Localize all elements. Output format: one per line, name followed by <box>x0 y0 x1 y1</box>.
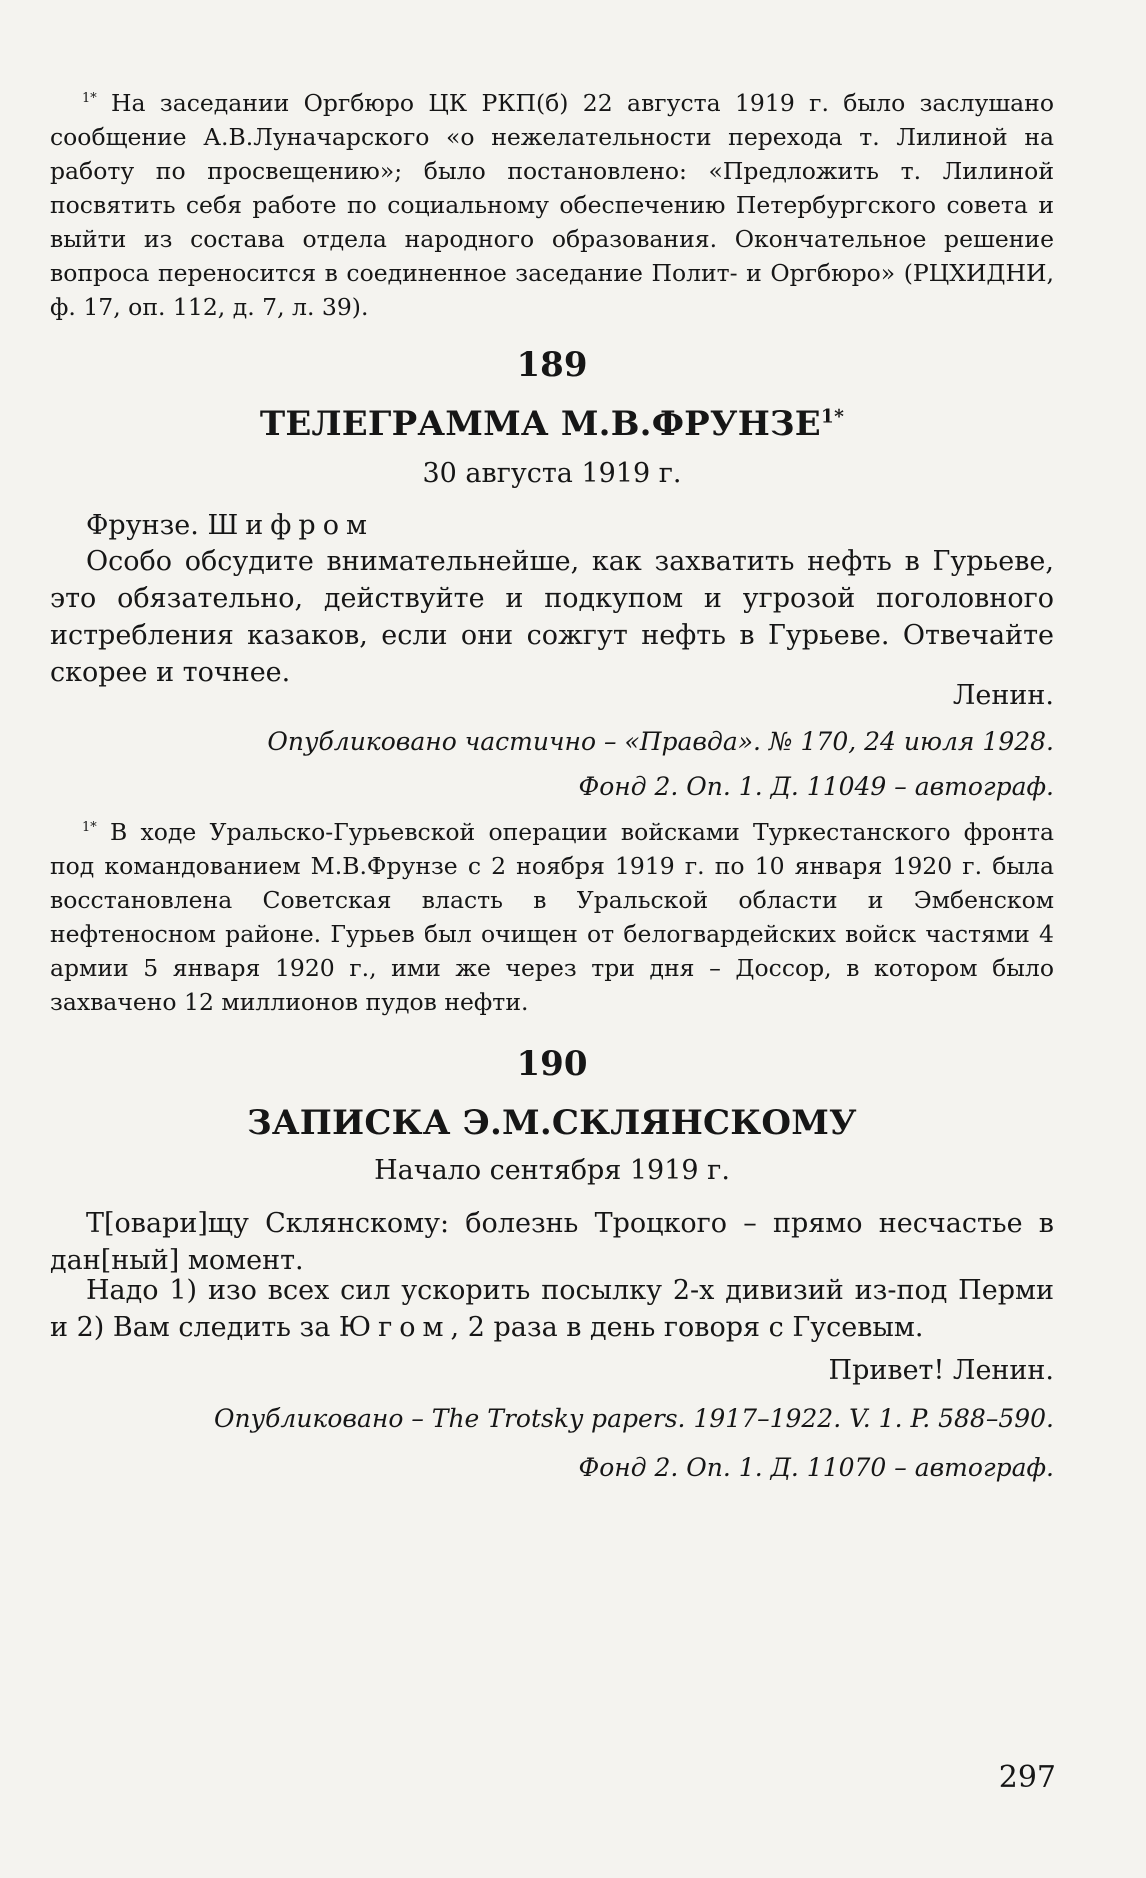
page-number: 297 <box>998 1760 1056 1795</box>
footnote-189 <box>50 815 1054 1019</box>
title-text: ТЕЛЕГРАММА М.В.ФРУНЗЕ <box>259 404 821 444</box>
document-date-190: Начало сентября 1919 г. <box>374 1155 730 1186</box>
title-footnote-marker: 1* <box>820 405 845 428</box>
signature-190: Привет! Ленин. <box>828 1355 1054 1386</box>
note-paragraph-2 <box>50 1272 1054 1346</box>
address-text: Фрунзе. <box>86 510 199 541</box>
note-paragraph-1: Т[овари]щу Склянскому: болезнь Троцкого – прямо несчастье в дан[ный] момент. <box>50 1208 1054 1276</box>
footnote-marker: 1* <box>82 91 97 107</box>
signature-189: Ленин. <box>952 680 1054 711</box>
document-title-189 <box>50 404 1054 444</box>
document-title-190: ЗАПИСКА Э.М.СКЛЯНСКОМУ <box>247 1103 857 1143</box>
address-spaced: Шифром <box>207 510 374 541</box>
para2-text: Надо 1) изо всех сил ускорить посылку 2-х дивизий из-под Перми и 2) Вам следить за <box>50 1275 1054 1343</box>
archive-note-189: Фонд 2. Оп. 1. Д. 11049 – автограф. <box>578 772 1054 801</box>
footnote-marker: 1* <box>82 820 97 836</box>
book-page <box>50 0 1062 1878</box>
para2-text-end: , 2 раза в день говоря с Гусевым. <box>450 1312 924 1343</box>
document-date-189: 30 августа 1919 г. <box>422 458 682 489</box>
document-number-190: 190 <box>516 1044 588 1084</box>
publication-note-190: Опубликовано – The Trotsky papers. 1917–1922. V. 1. P. 588–590. <box>214 1404 1054 1433</box>
footnote-text: В ходе Уральско-Гурьевской операции войсками Туркестанского фронта под командованием М.В.Фрунзе с 2 ноября 1919 г. по 10 января 1920 г. была восстановлена Советская власть в Уральской области и Эмбенском нефтеносном районе. Гурьев был очищен от белогвардейских войск частями 4 армии 5 января 1920 г., ими же через три дня – Доссор, в котором было захвачено 12 миллионов пудов нефти. <box>50 818 1054 1016</box>
para2-spaced: Югом <box>338 1312 451 1343</box>
telegram-body: Особо обсудите внимательнейше, как захватить нефть в Гурьеве, это обязательно, действуйте и подкупом и угрозой поголовного истребления казаков, если они сожгут нефть в Гурьеве. Отвечайте скорее и точнее. <box>50 546 1054 688</box>
footnote-text: На заседании Оргбюро ЦК РКП(б) 22 августа 1919 г. было заслушано сообщение А.В.Луначарского «о нежелательности перехода т. Лилиной на работу по просвещению»; было постановлено: «Предложить т. Лилиной посвятить себя работе по социальному обеспечению Петербургского совета и выйти из состава отдела народного образования. Окончательное решение вопроса переносится в соединенное заседание Полит- и Оргбюро» (РЦХИДНИ, ф. 17, оп. 112, д. 7, л. 39). <box>50 89 1054 321</box>
document-number-189: 189 <box>516 345 588 385</box>
archive-note-190: Фонд 2. Оп. 1. Д. 11070 – автограф. <box>578 1453 1054 1482</box>
footnote-previous <box>50 86 1054 324</box>
telegram-address <box>50 507 1054 544</box>
publication-note-189: Опубликовано частично – «Правда». № 170, 24 июля 1928. <box>267 727 1054 756</box>
